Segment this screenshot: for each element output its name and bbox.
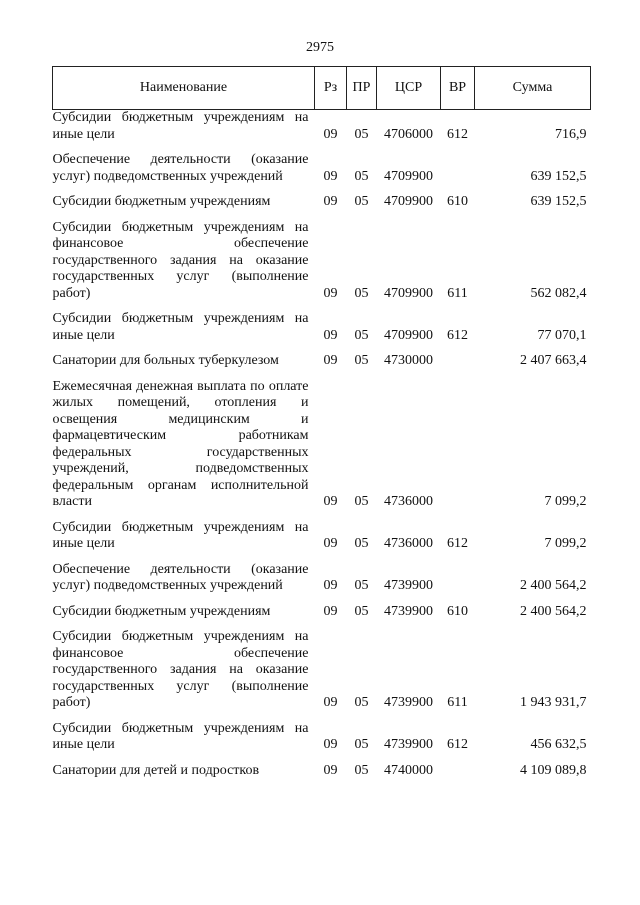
row-rz: 09 — [323, 353, 338, 368]
table-row — [53, 211, 591, 303]
row-rz: 09 — [323, 327, 338, 343]
table-row — [53, 511, 591, 553]
row-vr: 611 — [447, 285, 468, 301]
page-number: 2975 — [306, 40, 334, 55]
header-pr: ПР — [347, 67, 377, 110]
header-rz: Рз — [315, 67, 347, 110]
row-rz: 09 — [323, 695, 338, 710]
row-vr: 612 — [447, 126, 468, 142]
row-vr: 610 — [447, 194, 468, 209]
table-header-row — [53, 67, 591, 110]
row-vr — [441, 553, 475, 595]
row-vr: 610 — [447, 603, 468, 619]
row-vr: 611 — [447, 695, 468, 710]
row-sum: 639 152,5 — [530, 194, 587, 209]
row-vr — [441, 344, 475, 370]
row-sum: 4 109 089,8 — [520, 762, 587, 778]
row-rz: 09 — [323, 494, 338, 509]
row-rz: 09 — [323, 737, 338, 752]
row-csr: 4740000 — [384, 762, 433, 778]
table-row — [53, 143, 591, 185]
row-name: Санатории для детей и подростков — [52, 762, 260, 778]
row-pr: 05 — [354, 285, 369, 301]
row-csr: 4709900 — [384, 168, 433, 184]
row-sum: 456 632,5 — [530, 737, 587, 752]
table-row — [53, 344, 591, 370]
table-row — [53, 553, 591, 595]
row-rz: 09 — [323, 285, 338, 301]
row-name: Ежемесячная денежная выплата по оплате жилых помещений, отопления и освещения медицинским и фармацевтическим работникам федеральных государственных учреждений, подведомственных федеральным органам исполнительной власти — [52, 378, 309, 509]
row-csr: 4739900 — [384, 603, 433, 619]
row-csr: 4736000 — [384, 494, 433, 509]
header-csr: ЦСР — [377, 67, 441, 110]
row-name: Субсидии бюджетным учреждениям на иные цели — [52, 110, 309, 142]
table-row — [53, 110, 591, 144]
row-csr: 4739900 — [384, 737, 433, 752]
row-vr — [441, 143, 475, 185]
row-rz: 09 — [323, 168, 338, 184]
table-row — [53, 620, 591, 712]
budget-table — [52, 66, 591, 779]
row-sum: 2 407 663,4 — [520, 353, 587, 368]
row-rz: 09 — [323, 578, 338, 593]
row-name: Субсидии бюджетным учреждениям — [52, 603, 271, 619]
row-csr: 4739900 — [384, 695, 433, 710]
row-sum: 7 099,2 — [544, 494, 587, 509]
table-row — [53, 185, 591, 211]
row-vr: 612 — [447, 737, 468, 752]
row-name: Обеспечение деятельности (оказание услуг) подведомственных учреждений — [52, 561, 309, 593]
row-rz: 09 — [323, 603, 338, 619]
row-pr: 05 — [354, 353, 369, 368]
row-pr: 05 — [354, 168, 369, 184]
row-name: Субсидии бюджетным учреждениям на финансовое обеспечение государственного задания на оказание государственных услуг (выполнение работ) — [52, 219, 309, 301]
row-pr: 05 — [354, 126, 369, 142]
row-vr — [441, 754, 475, 780]
row-name: Обеспечение деятельности (оказание услуг) подведомственных учреждений — [52, 152, 309, 184]
row-csr: 4730000 — [384, 353, 433, 368]
row-sum: 2 400 564,2 — [520, 603, 587, 619]
row-vr: 612 — [447, 327, 468, 343]
row-csr: 4709900 — [384, 194, 433, 209]
row-name: Субсидии бюджетным учреждениям на иные цели — [52, 720, 309, 752]
row-pr: 05 — [354, 762, 369, 778]
row-name: Субсидии бюджетным учреждениям на иные цели — [52, 519, 309, 551]
row-pr: 05 — [354, 603, 369, 619]
row-pr: 05 — [354, 578, 369, 593]
row-sum: 562 082,4 — [530, 285, 587, 301]
table-row — [53, 712, 591, 754]
row-rz: 09 — [323, 194, 338, 209]
row-vr: 612 — [447, 536, 468, 551]
table-row — [53, 754, 591, 780]
row-name: Субсидии бюджетным учреждениям — [52, 194, 271, 209]
row-csr: 4736000 — [384, 536, 433, 551]
row-pr: 05 — [354, 737, 369, 752]
row-csr: 4709900 — [384, 327, 433, 343]
row-sum: 639 152,5 — [530, 168, 587, 184]
row-pr: 05 — [354, 194, 369, 209]
table-row — [53, 302, 591, 344]
row-pr: 05 — [354, 536, 369, 551]
row-name: Субсидии бюджетным учреждениям на финансовое обеспечение государственного задания на оказание государственных услуг (выполнение работ) — [52, 629, 309, 710]
table-row — [53, 370, 591, 511]
row-pr: 05 — [354, 695, 369, 710]
row-sum: 7 099,2 — [544, 536, 587, 551]
row-csr: 4739900 — [384, 578, 433, 593]
row-pr: 05 — [354, 494, 369, 509]
row-name: Субсидии бюджетным учреждениям на иные цели — [52, 311, 309, 343]
row-csr: 4706000 — [384, 126, 433, 142]
row-sum: 77 070,1 — [537, 327, 587, 343]
header-vr: ВР — [441, 67, 475, 110]
row-sum: 716,9 — [555, 126, 587, 142]
row-rz: 09 — [323, 536, 338, 551]
header-sum: Сумма — [475, 67, 591, 110]
row-name: Санатории для больных туберкулезом — [52, 353, 279, 368]
row-rz: 09 — [323, 762, 338, 778]
row-sum: 1 943 931,7 — [520, 695, 587, 710]
row-rz: 09 — [323, 126, 338, 142]
header-name: Наименование — [53, 67, 315, 110]
row-sum: 2 400 564,2 — [520, 578, 587, 593]
table-row — [53, 595, 591, 621]
row-pr: 05 — [354, 327, 369, 343]
row-vr — [441, 370, 475, 511]
row-csr: 4709900 — [384, 285, 433, 301]
